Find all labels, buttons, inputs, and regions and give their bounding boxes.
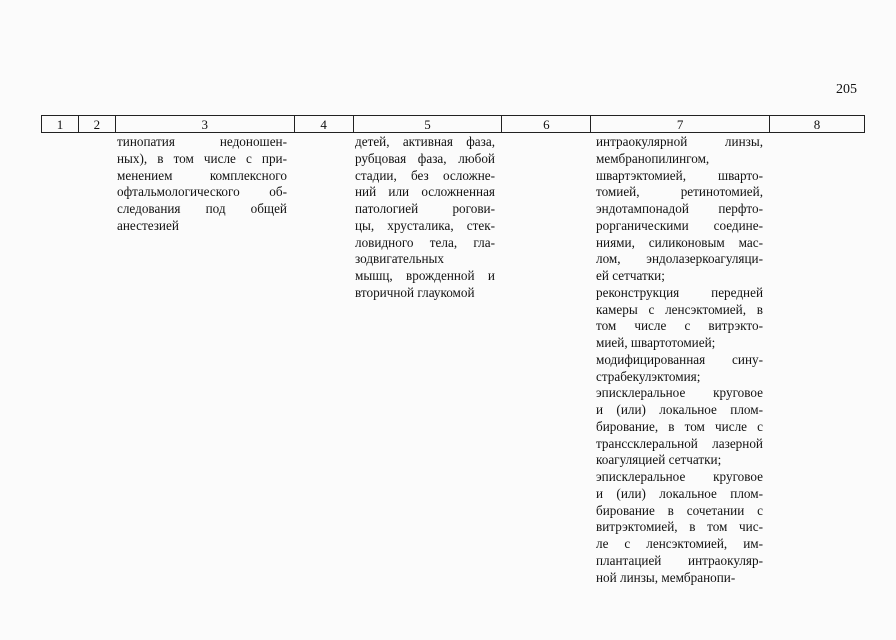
text-line: ний или осложненная (355, 184, 495, 200)
text-line: эндотампонадой перфто- (596, 201, 763, 216)
text-line: вторичной глаукомой (355, 284, 475, 300)
text-line: реконструкция передней (596, 284, 763, 300)
text-line: томией, ретинотомией, (596, 184, 763, 200)
column-7-text (596, 134, 763, 586)
text-line: тинопатия недоношен- (117, 134, 287, 149)
text-line: модифицированная сину- (596, 351, 763, 367)
text-line: менением комплексного (117, 167, 287, 183)
text-line: том числе с витрэкто- (596, 318, 763, 334)
text-line: ле с ленсэктомией, им- (596, 536, 763, 551)
text-line: камеры с ленсэктомией, в (596, 301, 763, 317)
text-line: ниями, силиконовым мас- (596, 234, 763, 250)
header-cell-3: 3 (115, 116, 294, 133)
text-line: ей сетчатки; (596, 268, 665, 283)
text-line: рорганическими соедине- (596, 217, 763, 233)
header-cell-5: 5 (353, 116, 502, 133)
text-line: цы, хрусталика, стек- (355, 217, 495, 233)
text-line: мембранопилингом, (596, 150, 710, 166)
text-line: следования под общей (117, 201, 287, 216)
header-cell-7: 7 (591, 116, 770, 133)
text-line: бирование в сочетании с (596, 502, 763, 518)
text-line: анестезией (117, 217, 179, 233)
column-3-text (117, 134, 287, 235)
text-line: мышц, врожденной и (355, 268, 495, 283)
header-cell-1: 1 (42, 116, 79, 133)
text-line: ловидного тела, гла- (355, 234, 495, 250)
text-line: детей, активная фаза, (355, 134, 495, 149)
text-line: офтальмологического об- (117, 184, 287, 200)
text-line: плантацией интраокуляр- (596, 552, 763, 568)
text-line: интраокулярной линзы, (596, 134, 763, 149)
text-line: страбекулэктомия; (596, 368, 701, 384)
table-header-row (41, 115, 865, 133)
text-line: и (или) локальное плом- (596, 485, 763, 501)
text-line: бирование, в том числе с (596, 418, 763, 434)
text-line: эписклеральное круговое (596, 469, 763, 484)
text-line: витрэктомией, в том чис- (596, 519, 763, 535)
text-line: зодвигательных (355, 251, 444, 267)
header-cell-8: 8 (770, 116, 865, 133)
text-line: эписклеральное круговое (596, 385, 763, 401)
text-line: стадии, без осложне- (355, 167, 495, 183)
header-cell-6: 6 (502, 116, 591, 133)
text-line: лом, эндолазеркоагуляци- (596, 251, 763, 267)
text-line: коагуляцией сетчатки; (596, 452, 722, 468)
text-line: патологией рогови- (355, 201, 495, 216)
page-number: 205 (836, 82, 857, 97)
text-line: транссклеральной лазерной (596, 435, 763, 451)
text-line: швартэктомией, шварто- (596, 167, 763, 183)
text-line: ной линзы, мембранопи- (596, 569, 736, 585)
text-line: мией, швартотомией; (596, 335, 716, 350)
column-5-text (355, 134, 495, 302)
text-line: рубцовая фаза, любой (355, 150, 495, 166)
header-cell-2: 2 (78, 116, 115, 133)
text-line: и (или) локальное плом- (596, 402, 763, 417)
header-cell-4: 4 (294, 116, 353, 133)
text-line: ных), в том числе с при- (117, 150, 287, 166)
